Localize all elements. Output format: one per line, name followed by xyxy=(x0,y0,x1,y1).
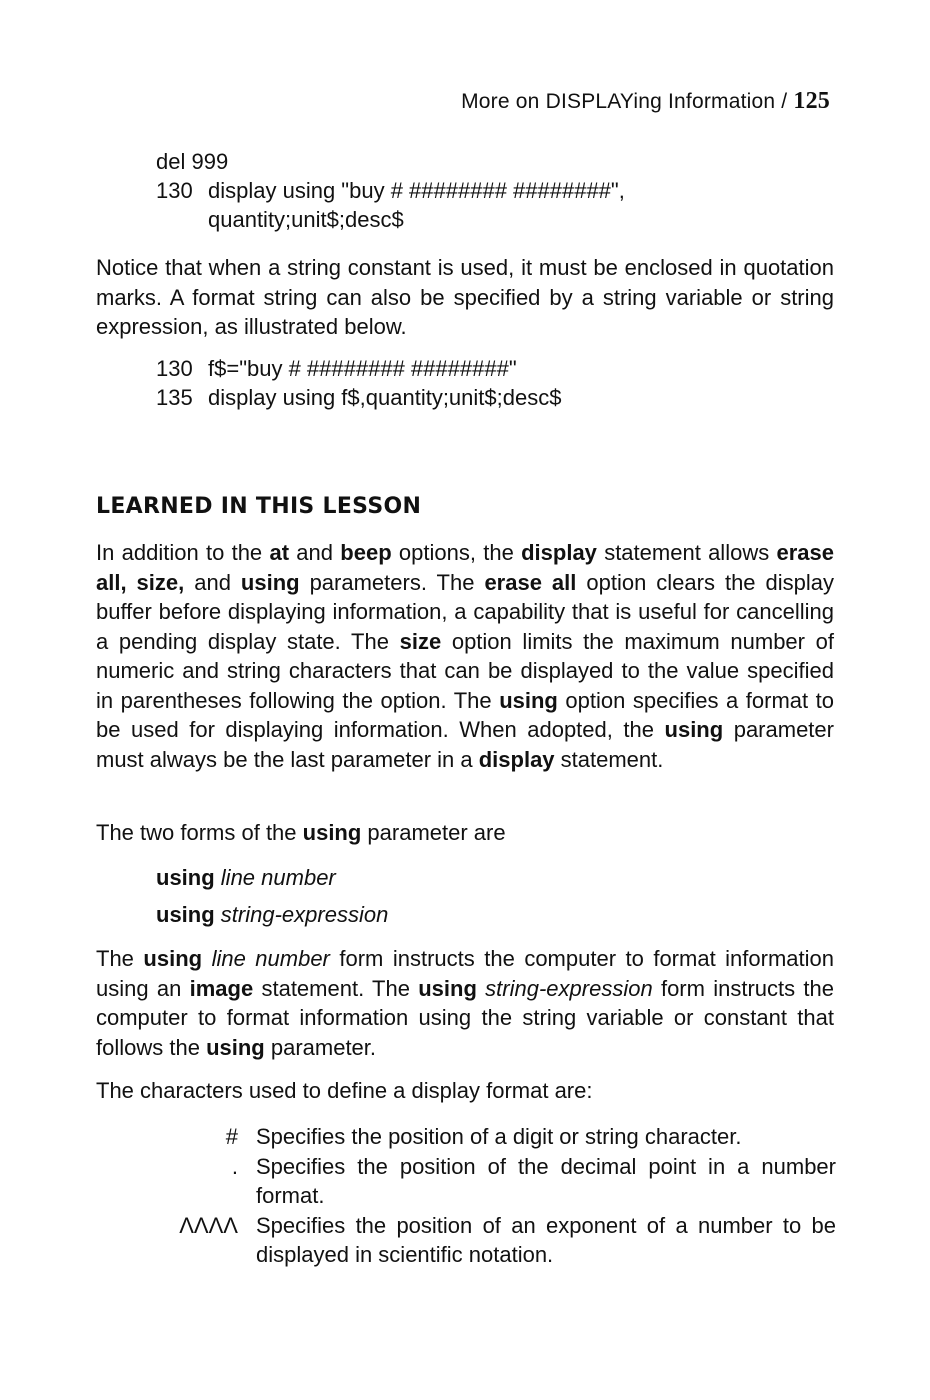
format-description: Specifies the position of the decimal point in a number format. xyxy=(256,1153,836,1208)
format-description: Specifies the position of a digit or string character. xyxy=(256,1124,742,1149)
line-number: 130 xyxy=(156,356,193,381)
code-line xyxy=(156,383,561,412)
code-line-continuation: quantity;unit$;desc$ xyxy=(208,207,404,232)
code-line xyxy=(156,176,625,205)
format-char-item xyxy=(150,1122,836,1152)
paragraph-format-chars: The characters used to define a display format are: xyxy=(96,1078,593,1103)
code-line: del 999 xyxy=(156,149,229,174)
paragraph-using-forms: The using line number form instructs the computer to format information using an image statement. The using string-expression form instructs the computer to format information using the string variable or constant that follows the using parameter. xyxy=(96,946,834,1060)
paragraph-learned: In addition to the at and beep options, the display statement allows erase all, size, and using parameters. The erase all option clears the display buffer before displaying information, a capability that is useful for cancelling a pending display state. The size option limits the maximum number of numeric and string characters that can be displayed to the value specified in parentheses following the option. The using option specifies a format to be used for displaying information. When adopted, the using parameter must always be the last parameter in a display statement. xyxy=(96,540,835,772)
running-head xyxy=(461,88,830,115)
page-number: 125 xyxy=(793,88,830,114)
using-forms-list xyxy=(156,859,388,933)
using-form-item: using string-expression xyxy=(156,902,389,927)
code-line xyxy=(156,354,561,383)
format-symbol: . xyxy=(231,1153,238,1179)
code-block-1 xyxy=(156,147,625,234)
paragraph-notice: Notice that when a string constant is used, it must be enclosed in quotation marks. A format string can also be specified by a string variable or string expression, as illustrated below. xyxy=(96,255,834,339)
code-text: display using f$,quantity;unit$;desc$ xyxy=(208,385,562,410)
code-text: f$="buy # ######## ########" xyxy=(208,356,517,381)
format-symbol: # xyxy=(225,1124,238,1149)
section-heading: LEARNED IN THIS LESSON xyxy=(96,494,422,519)
code-text: display using "buy # ######## ########", xyxy=(208,178,625,203)
using-form-item: using line number xyxy=(156,865,336,890)
format-char-list xyxy=(150,1122,836,1270)
format-char-item xyxy=(150,1152,836,1211)
code-block-2 xyxy=(156,354,561,412)
format-char-item xyxy=(150,1211,836,1270)
line-number: 135 xyxy=(156,385,193,410)
line-number: 130 xyxy=(156,178,193,203)
format-symbol: ΛΛΛΛ xyxy=(179,1212,238,1238)
chapter-title: More on DISPLAYing Information / xyxy=(461,90,788,113)
paragraph-two-forms: The two forms of the using parameter are xyxy=(96,820,506,845)
format-description: Specifies the position of an exponent of a number to be displayed in scientific notation. xyxy=(256,1212,836,1267)
